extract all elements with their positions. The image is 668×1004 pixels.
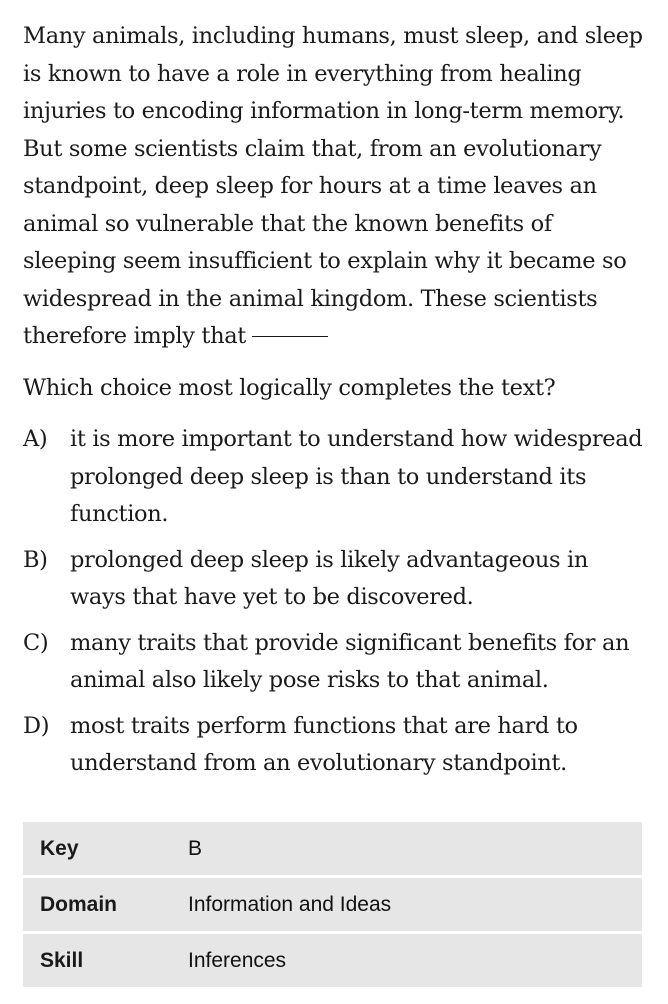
choice-d[interactable] [23,708,645,783]
passage-text: Many animals, including humans, must sleep, and sleep is known to have a role in everything from healing injuries to encoding information in long-term memory. But some scientists claim that, from an evolutionary standpoint, deep sleep for hours at a time leaves an animal so vulnerable that the known benefits of sleeping seem insufficient to explain why it became so widespread in the animal kingdom. These scientists therefore imply that [23,23,643,349]
choice-letter: D) [23,712,50,739]
question-page [23,18,645,791]
meta-label: Key [23,822,188,875]
choice-a[interactable] [23,421,645,534]
table-row-domain [23,878,642,931]
choice-text: it is more important to understand how widespread prolonged deep sleep is than to understand its function. [70,426,643,527]
choice-text: most traits perform functions that are hard to understand from an evolutionary standpoint. [70,712,578,776]
question-prompt: Which choice most logically completes the text? [23,374,556,401]
table-row-skill [23,934,642,987]
meta-label: Domain [23,878,188,931]
answer-metadata-table [23,819,642,990]
choice-text: prolonged deep sleep is likely advantageous in ways that have yet to be discovered. [70,546,588,610]
passage [23,18,645,356]
choice-letter: A) [23,426,48,452]
table-row-key [23,822,642,875]
choice-letter: B) [23,546,48,573]
meta-value: Information and Ideas [188,878,642,931]
choice-text: many traits that provide significant benefits for an animal also likely pose risks to that animal. [70,629,630,693]
choice-b[interactable] [23,542,645,617]
meta-label: Skill [23,934,188,987]
meta-value: Inferences [188,934,642,987]
meta-value: B [188,822,642,875]
answer-blank [252,336,328,337]
answer-choices [23,421,645,783]
choice-letter: C) [23,629,49,656]
choice-c[interactable] [23,625,645,700]
